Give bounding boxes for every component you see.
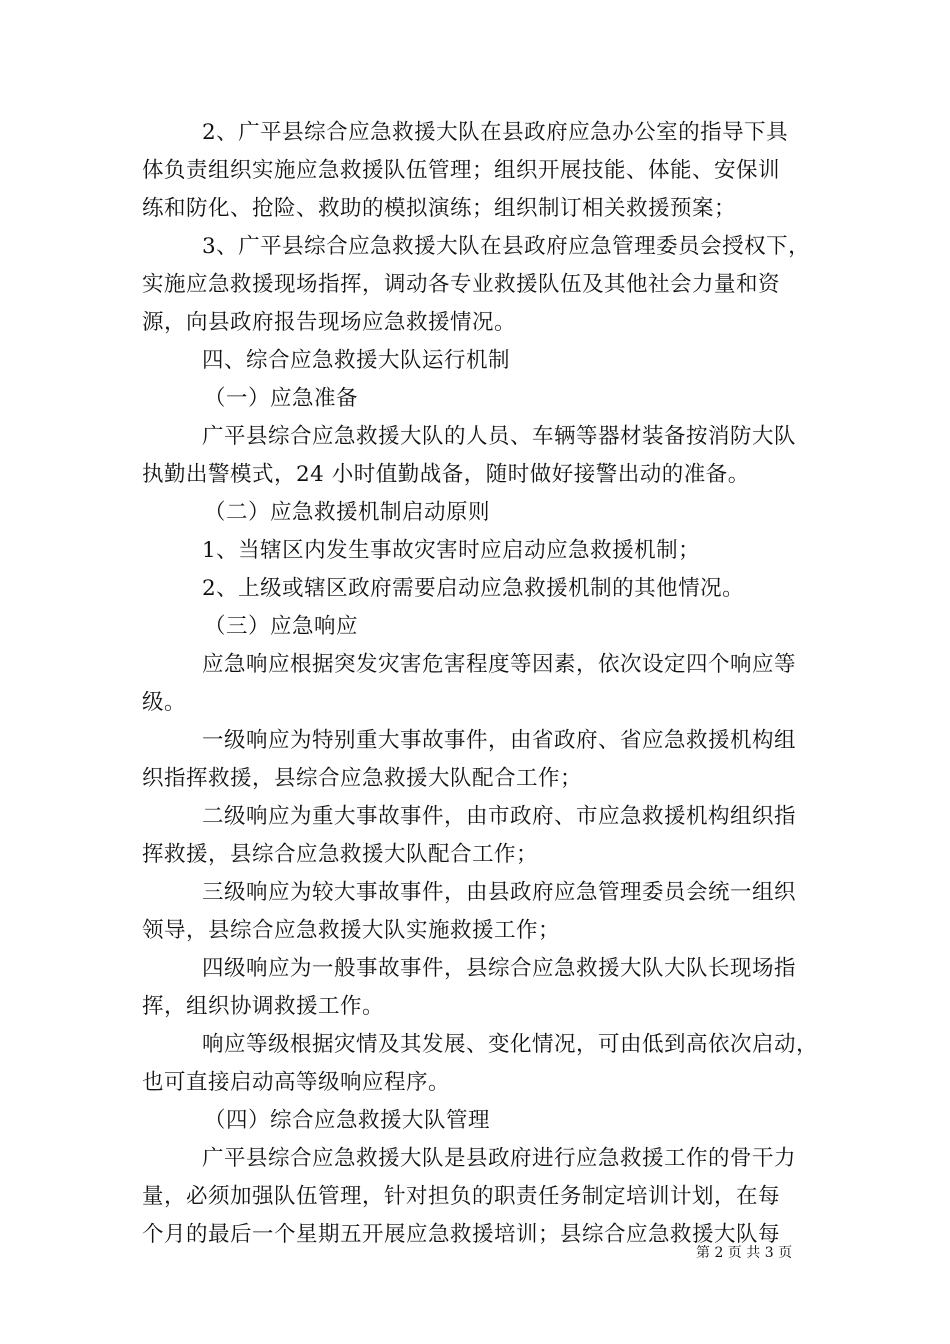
paragraph-line: 级。 [142, 690, 187, 715]
paragraph-line: 挥，组织协调救援工作。 [142, 994, 385, 1019]
paragraph-line: 广平县综合应急救援大队是县政府进行应急救援工作的骨干力 [202, 1146, 797, 1171]
subsection-heading: （二）应急救援机制启动原则 [204, 500, 491, 525]
paragraph-line: 3、广平县综合应急救援大队在县政府应急管理委员会授权下， [202, 234, 811, 259]
subsection-heading: （三）应急响应 [204, 614, 359, 639]
paragraph-line: 二级响应为重大事故事件，由市政府、市应急救援机构组织指 [202, 804, 797, 829]
subsection-heading: （一）应急准备 [204, 386, 359, 411]
paragraph-line: 四级响应为一般事故事件，县综合应急救援大队大队长现场指 [202, 956, 797, 981]
paragraph-line: 实施应急救援现场指挥，调动各专业救援队伍及其他社会力量和资 [142, 272, 781, 297]
paragraph-line: 应急响应根据突发灾害危害程度等因素，依次设定四个响应等 [202, 652, 797, 677]
paragraph-line: 2、广平县综合应急救援大队在县政府应急办公室的指导下具 [202, 120, 789, 145]
paragraph-line: 个月的最后一个星期五开展应急救援培训；县综合应急救援大队每 [142, 1222, 781, 1247]
paragraph-line: 领导，县综合应急救援大队实施救援工作； [142, 918, 561, 943]
paragraph-line: 练和防化、抢险、救助的模拟演练；组织制订相关救援预案； [142, 196, 737, 221]
paragraph-line: 响应等级根据灾情及其发展、变化情况，可由低到高依次启动， [202, 1032, 819, 1057]
section-heading: 四、综合应急救援大队运行机制 [202, 348, 511, 373]
paragraph-line: 2、上级或辖区政府需要启动应急救援机制的其他情况。 [202, 576, 745, 601]
document-body [142, 114, 819, 1254]
paragraph-line: 1、当辖区内发生事故灾害时应启动应急救援机制； [202, 538, 701, 563]
paragraph-line: 源，向县政府报告现场应急救援情况。 [142, 310, 517, 335]
page-number-footer: 第 2 页 共 3 页 [696, 1245, 793, 1261]
paragraph-line: 广平县综合应急救援大队的人员、车辆等器材装备按消防大队 [202, 424, 797, 449]
subsection-heading: （四）综合应急救援大队管理 [204, 1108, 491, 1133]
paragraph-line: 三级响应为较大事故事件，由县政府应急管理委员会统一组织 [202, 880, 797, 905]
paragraph-line: 挥救援，县综合应急救援大队配合工作； [142, 842, 539, 867]
paragraph-line: 执勤出警模式，24 小时值勤战备，随时做好接警出动的准备。 [142, 462, 750, 487]
paragraph-line: 也可直接启动高等级响应程序。 [142, 1070, 451, 1095]
paragraph-line: 体负责组织实施应急救援队伍管理；组织开展技能、体能、安保训 [142, 158, 781, 183]
paragraph-line: 织指挥救援，县综合应急救援大队配合工作； [142, 766, 583, 791]
paragraph-line: 量，必须加强队伍管理，针对担负的职责任务制定培训计划，在每 [142, 1184, 781, 1209]
paragraph-line: 一级响应为特别重大事故事件，由省政府、省应急救援机构组 [202, 728, 797, 753]
